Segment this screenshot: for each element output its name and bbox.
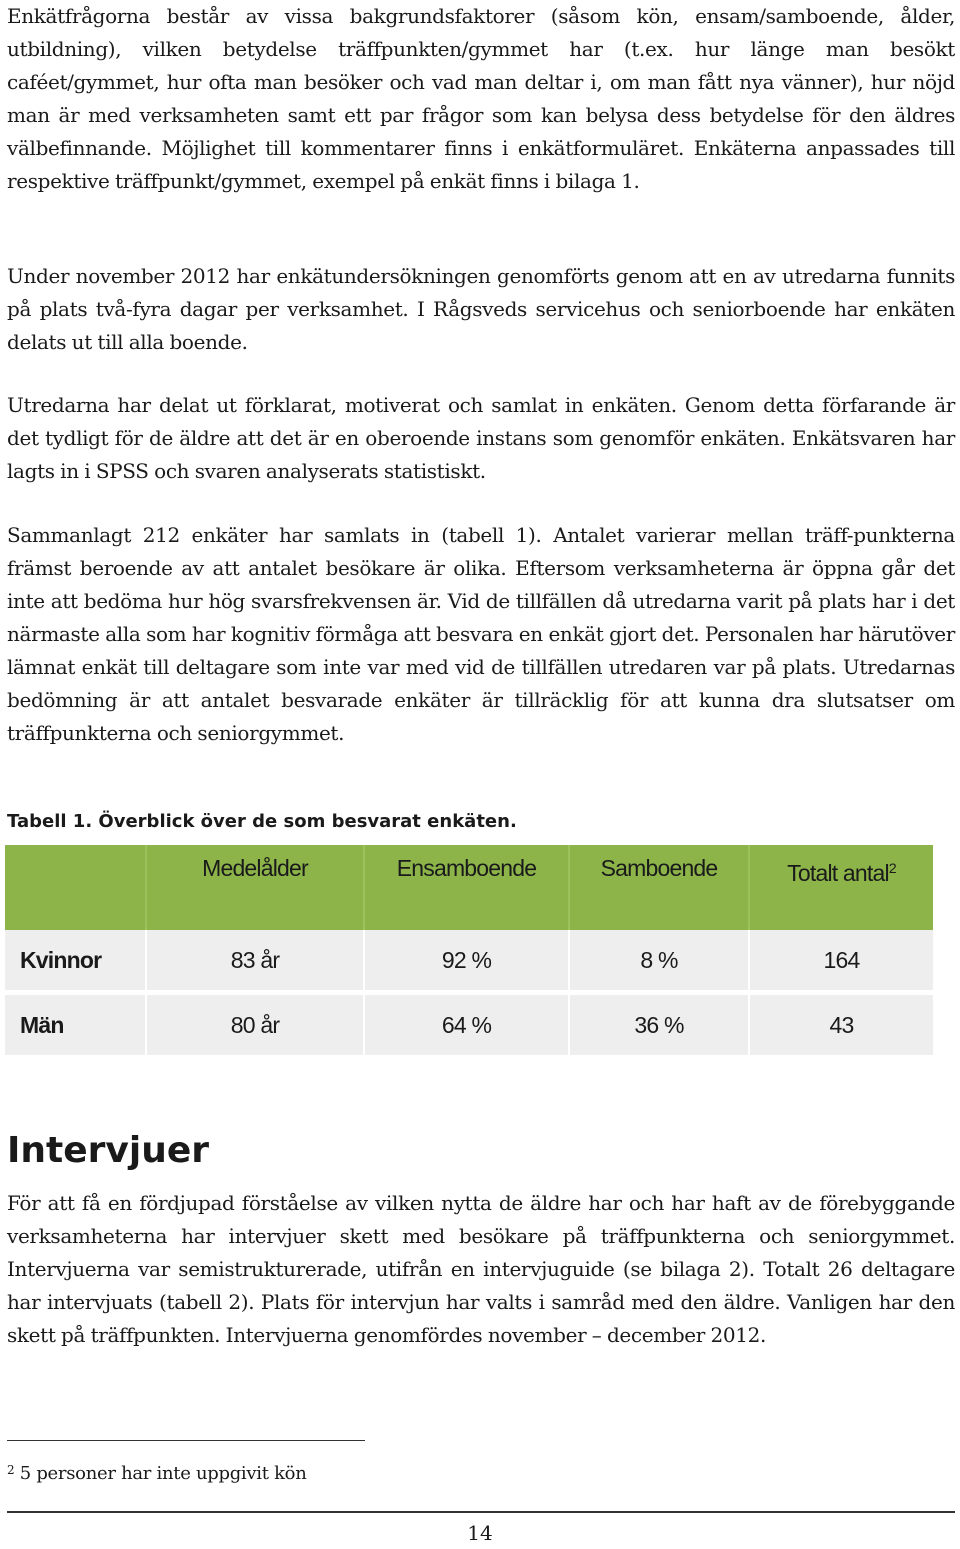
cell-ensamboende: 92 % [441,947,492,973]
cell-medelalder: 83 år [230,947,280,973]
paragraph-survey-responses: Sammanlagt 212 enkäter har samlats in (tabell 1). Antalet varierar mellan träff-punkterna främst beroende av att antalet besökare är olika. Eftersom verksamheterna är öppna går det inte att bedöma hur hög svarsfrekvensen är. Vid de tillfällen då utredarna varit på plats har i det närmaste alla som har kognitiv förmåga att besvara en enkät gjort det. Personalen har härutöver lämnat enkät till deltagare som inte var med vid de tillfällen utredaren var på plats. Utredarnas bedömning är att antalet besvarade enkäter är tillräcklig för att kunna dra slutsatser om träffpunkterna och seniorgymmet. [7,523,955,745]
footnote-divider [7,1440,365,1441]
cell-ensamboende: 64 % [441,1012,492,1038]
table-row [5,995,933,1055]
header-medelalder: Medelålder [202,855,308,881]
header-samboende: Samboende [600,855,718,881]
table-header-row [5,845,933,930]
footnote-mark: 2 [888,860,896,876]
table-row [5,930,933,990]
cell-totalt-antal: 164 [823,947,860,973]
footnote [7,1456,307,1488]
header-totalt-antal [750,851,933,885]
page-number: 14 [467,1521,493,1545]
footer-divider [7,1511,955,1513]
paragraph-survey-period: Under november 2012 har enkätundersökningen genomförts genom att en av utredarna funnits på plats två-fyra dagar per verksamhet. I Rågsveds servicehus och seniorboende har enkäten delats ut till alla boende. [7,264,955,354]
paragraph-survey-questions: Enkätfrågorna består av vissa bakgrundsfaktorer (såsom kön, ensam/samboende, ålder, utbildning), vilken betydelse träffpunkten/gymmet har (t.ex. hur länge man besökt caféet/gymmet, hur ofta man besöker och vad man deltar i, om man fått nya vänner), hur nöjd man är med verksamheten samt ett par frågor som kan belysa dess betydelse för den äldres välbefinnande. Möjlighet till kommentarer finns i enkätformuläret. Enkäterna anpassades till respektive träffpunkt/gymmet, exempel på enkät finns i bilaga 1. [7,4,955,193]
footnote-number: 2 [7,1463,15,1477]
cell-medelalder: 80 år [230,1012,280,1038]
header-totalt-antal-label: Totalt antal [787,860,889,886]
table-caption: Tabell 1. Överblick över de som besvarat enkäten. [7,811,517,832]
survey-overview-table [5,845,933,1055]
paragraph-survey-method: Utredarna har delat ut förklarat, motiverat och samlat in enkäten. Genom detta förfarande är det tydligt för de äldre att det är en oberoende instans som genomför enkäten. Enkätsvaren har lagts in i SPSS och svaren analyserats statistiskt. [7,393,955,483]
cell-samboende: 36 % [634,1012,684,1038]
header-ensamboende: Ensamboende [396,855,537,881]
row-label: Män [20,1012,64,1038]
section-heading: Intervjuer [7,1130,210,1171]
footnote-text: 5 personer har inte uppgivit kön [19,1463,307,1484]
paragraph-interviews: För att få en fördjupad förståelse av vilken nytta de äldre har och har haft av de förebyggande verksamheterna har intervjuer skett med besökare på träffpunkterna och seniorgymmet. Intervjuerna var semistrukturerade, utifrån en intervjuguide (se bilaga 2). Totalt 26 deltagare har intervjuats (tabell 2). Plats för intervjun har valts i samråd med den äldre. Vanligen har den skett på träffpunkten. Intervjuerna genomfördes november – december 2012. [7,1191,955,1347]
row-label: Kvinnor [20,947,102,973]
cell-totalt-antal: 43 [829,1012,854,1038]
cell-samboende: 8 % [640,947,678,973]
